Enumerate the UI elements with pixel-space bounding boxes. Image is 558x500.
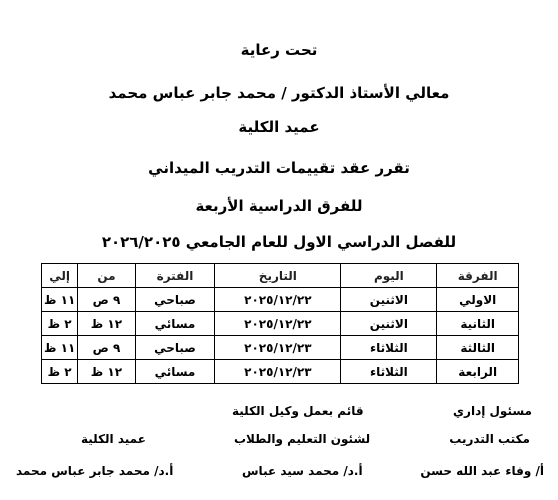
cell-group: الثانية — [437, 312, 519, 336]
cell-to: ١١ ظ — [42, 336, 78, 360]
signature-vice-dean-name: أ.د/ محمد سيد عباس — [242, 464, 363, 478]
cell-from: ٩ ص — [78, 288, 135, 312]
signature-dean-title: عميد الكلية — [81, 432, 146, 446]
cell-date: ٢٠٢٥/١٢/٢٢ — [215, 312, 341, 336]
table-row — [42, 288, 519, 312]
table-row — [42, 312, 519, 336]
cell-to: ٢ ظ — [42, 360, 78, 384]
cell-day: الثلاثاء — [341, 336, 437, 360]
cell-group: الاولي — [437, 288, 519, 312]
column-header-to: إلي — [42, 264, 78, 288]
cell-period: مسائي — [135, 312, 215, 336]
header-semester: للفصل الدراسي الاول للعام الجامعي ٢٠٢٦/٢٠٢٥ — [101, 233, 457, 251]
cell-from: ١٢ ظ — [78, 360, 135, 384]
cell-date: ٢٠٢٥/١٢/٢٣ — [215, 360, 341, 384]
table-row — [42, 336, 519, 360]
signature-dean-name: أ.د/ محمد جابر عباس محمد — [16, 464, 174, 478]
schedule-table — [41, 263, 519, 384]
header-decision: تقرر عقد تقييمات التدريب الميداني — [148, 159, 410, 177]
cell-from: ٩ ص — [78, 336, 135, 360]
cell-group: الثالثة — [437, 336, 519, 360]
cell-period: صباحي — [135, 336, 215, 360]
column-header-period: الفترة — [135, 264, 215, 288]
cell-day: الاثنين — [341, 288, 437, 312]
cell-day: الثلاثاء — [341, 360, 437, 384]
header-dean-name: معالي الأستاذ الدكتور / محمد جابر عباس محمد — [108, 84, 450, 102]
column-header-group: الفرقة — [437, 264, 519, 288]
table-row — [42, 360, 519, 384]
signature-vice-dean-title: قائم بعمل وكيل الكلية — [232, 404, 364, 418]
cell-day: الاثنين — [341, 312, 437, 336]
cell-to: ١١ ظ — [42, 288, 78, 312]
cell-date: ٢٠٢٥/١٢/٢٢ — [215, 288, 341, 312]
signature-admin-title: مسئول إداري — [453, 404, 532, 418]
signature-admin-name: أ/ وفاء عبد الله حسن — [420, 464, 544, 478]
table-header-row — [42, 264, 519, 288]
cell-period: مسائي — [135, 360, 215, 384]
cell-group: الرابعة — [437, 360, 519, 384]
column-header-day: اليوم — [341, 264, 437, 288]
header-dean-title: عميد الكلية — [238, 118, 320, 136]
cell-period: صباحي — [135, 288, 215, 312]
signature-vice-dean-dept: لشئون التعليم والطلاب — [234, 432, 371, 446]
cell-from: ١٢ ظ — [78, 312, 135, 336]
cell-date: ٢٠٢٥/١٢/٢٣ — [215, 336, 341, 360]
header-groups: للفرق الدراسية الأربعة — [195, 197, 363, 215]
signature-admin-office: مكتب التدريب — [449, 432, 530, 446]
column-header-from: من — [78, 264, 135, 288]
column-header-date: التاريخ — [215, 264, 341, 288]
header-sponsorship: تحت رعاية — [240, 41, 318, 59]
cell-to: ٢ ظ — [42, 312, 78, 336]
